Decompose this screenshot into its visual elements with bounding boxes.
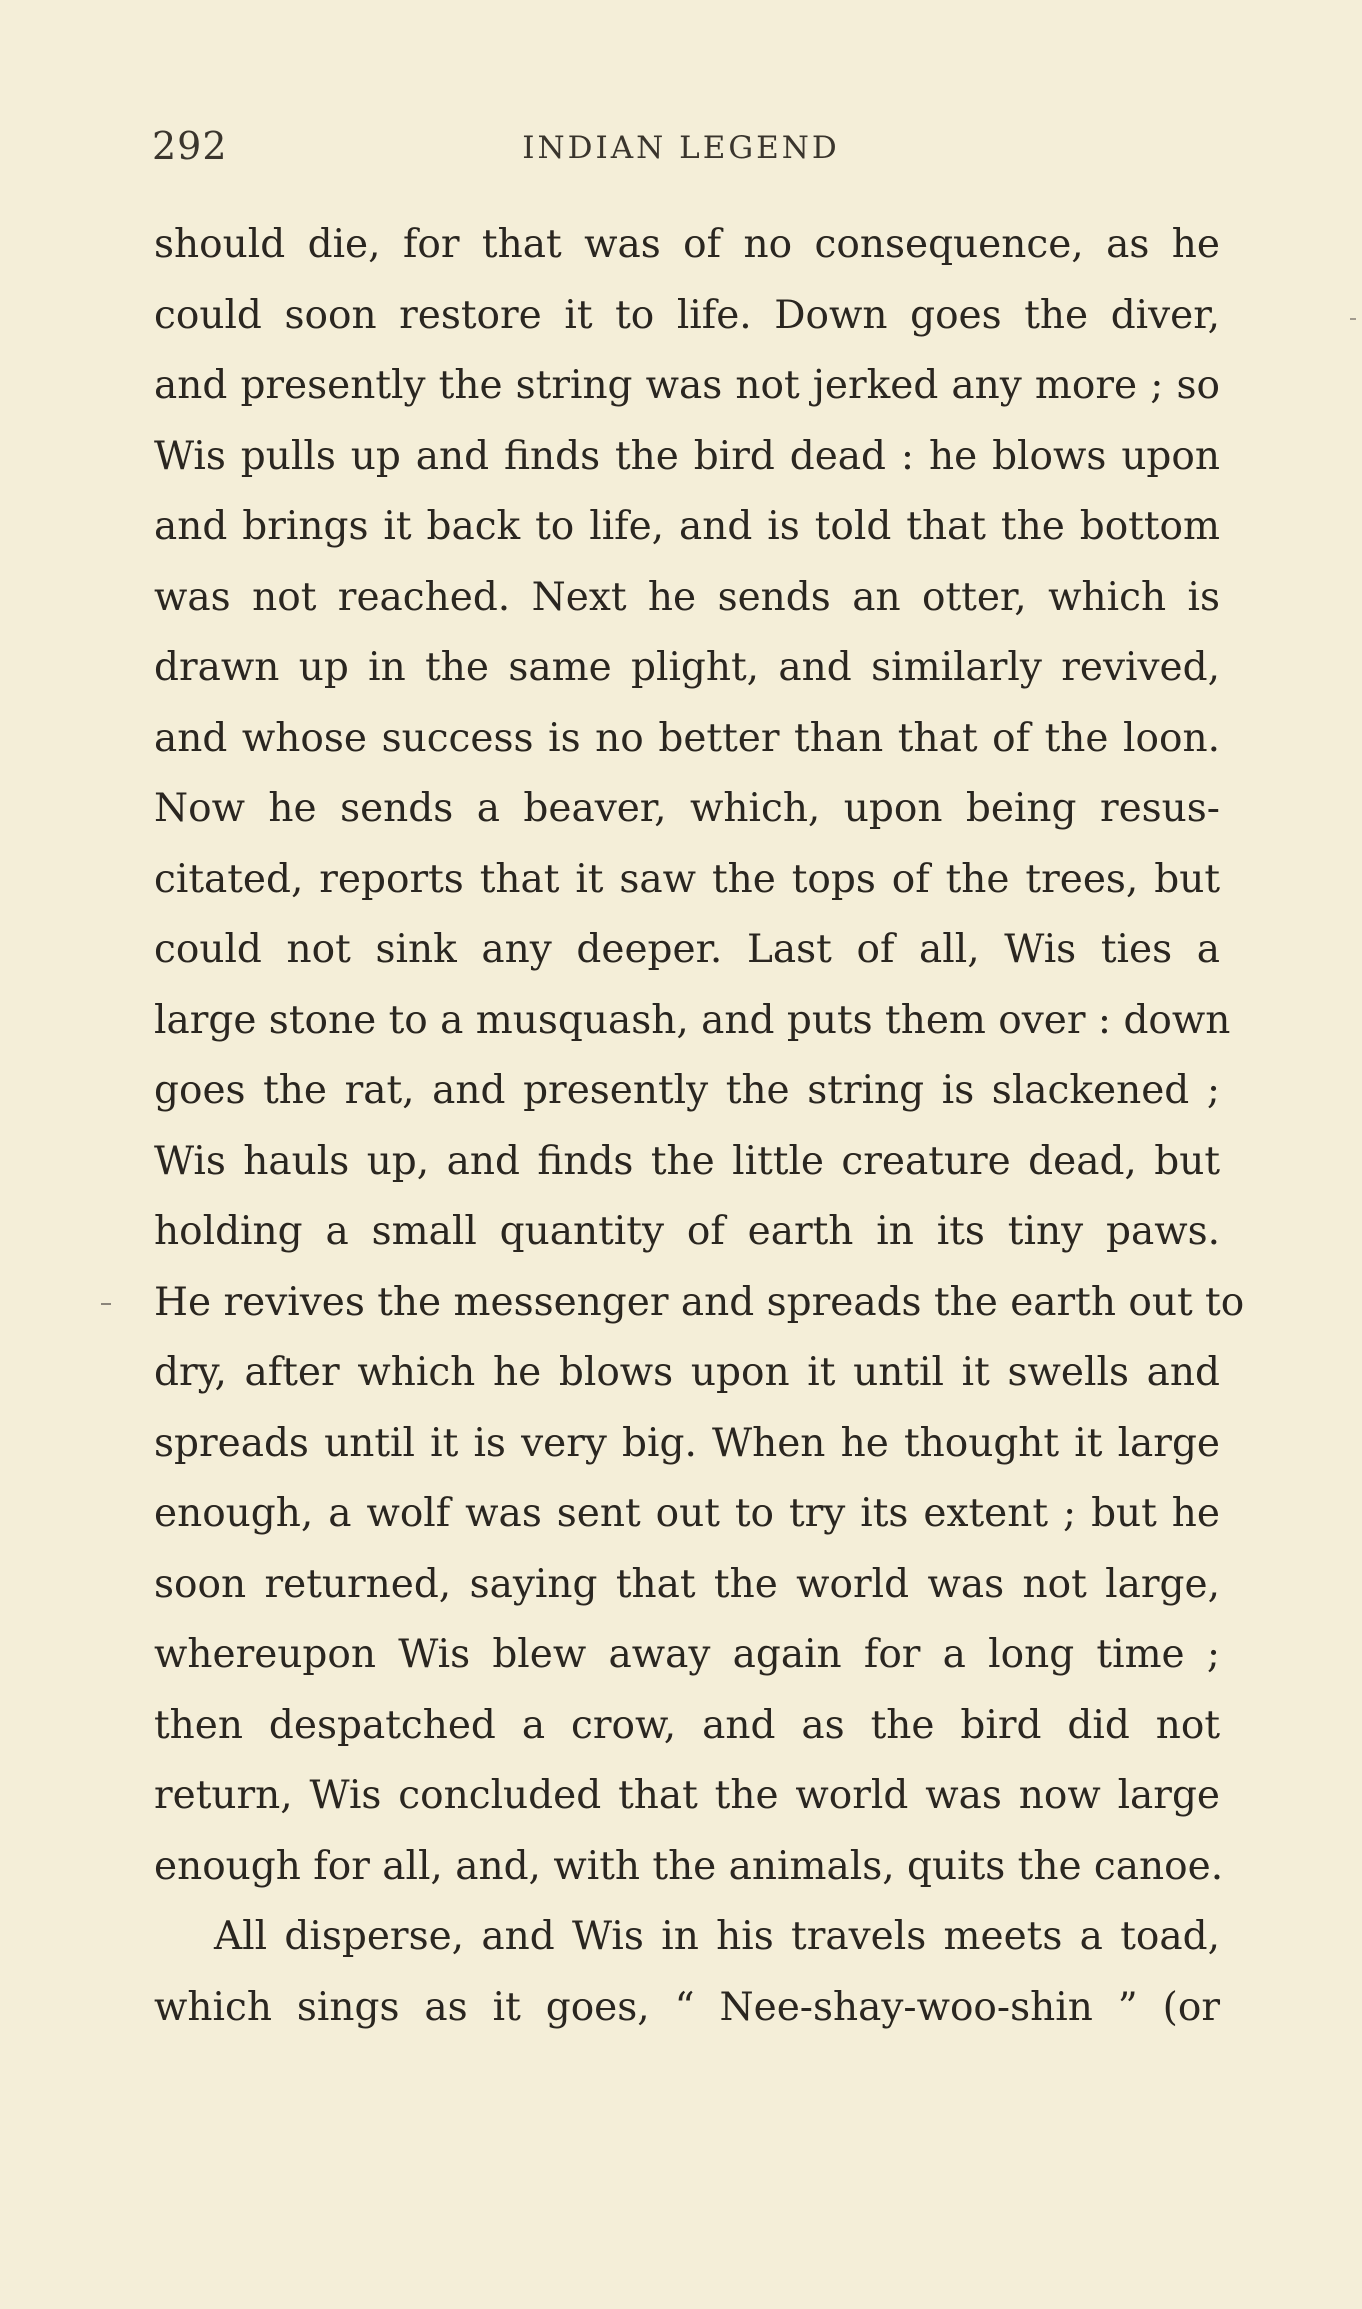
text-line: and whose success is no better than that of the loon. xyxy=(154,715,1220,761)
text-line: enough for all, and, with the animals, quits the canoe. xyxy=(154,1843,1224,1889)
text-line: citated, reports that it saw the tops of the trees, but xyxy=(154,856,1220,902)
text-line: enough, a wolf was sent out to try its extent ; but he xyxy=(154,1491,1220,1536)
edge-mark xyxy=(1350,318,1356,320)
text-line: spreads until it is very big. When he thought it large xyxy=(154,1420,1220,1466)
text-line: holding a small quantity of earth in its tiny paws. xyxy=(154,1209,1220,1254)
page-number: 292 xyxy=(152,124,228,168)
text-line: Wis pulls up and finds the bird dead : he blows upon xyxy=(154,433,1220,479)
text-line: soon returned, saying that the world was not large, xyxy=(154,1561,1220,1607)
text-line: and presently the string was not jerked any more ; so xyxy=(154,363,1220,408)
text-line: and brings it back to life, and is told that the bottom xyxy=(154,504,1220,549)
text-line: was not reached. Next he sends an otter, which is xyxy=(154,574,1220,620)
body-text xyxy=(154,210,1245,2043)
text-line: then despatched a crow, and as the bird did not xyxy=(154,1702,1220,1748)
text-line: Now he sends a beaver, which, upon being resus- xyxy=(154,786,1220,831)
running-head: INDIAN LEGEND xyxy=(522,130,840,166)
text-line: could soon restore it to life. Down goes the diver, xyxy=(154,292,1220,338)
text-line: He revives the messenger and spreads the earth out to xyxy=(154,1279,1245,1325)
text-line: drawn up in the same plight, and similarly revived, xyxy=(154,645,1220,690)
text-line: return, Wis concluded that the world was now large xyxy=(154,1773,1220,1818)
text-line: whereupon Wis blew away again for a long time ; xyxy=(154,1632,1220,1677)
text-line: should die, for that was of no consequence, as he xyxy=(154,222,1220,267)
text-line: could not sink any deeper. Last of all, Wis ties a xyxy=(154,927,1220,972)
text-line: dry, after which he blows upon it until it swells and xyxy=(154,1350,1220,1395)
paragraph-start-line: All disperse, and Wis in his travels meets a toad, xyxy=(214,1914,1220,1959)
margin-mark xyxy=(101,1303,111,1305)
text-line: goes the rat, and presently the string is slackened ; xyxy=(154,1068,1220,1113)
text-line: large stone to a musquash, and puts them over : down xyxy=(154,997,1231,1043)
text-line: which sings as it goes, “ Nee-shay-woo-shin ” (or xyxy=(154,1984,1220,2030)
text-line: Wis hauls up, and finds the little creature dead, but xyxy=(154,1138,1220,1184)
